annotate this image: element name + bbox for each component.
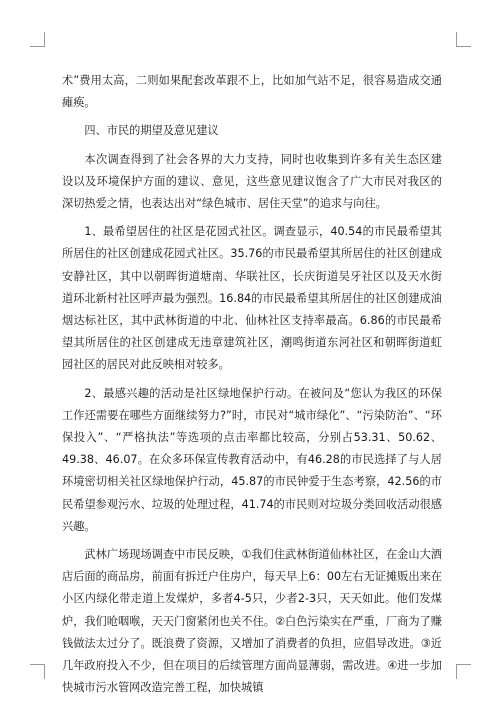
paragraph-wulin-survey: 武林广场现场调查中市民反映，①我们住武林街道仙林社区，在金山大酒店后面的商品房，前面有拆迁户住房户，每天早上6：00左右无证摊贩出来在小区内绿化带走道上发煤炉，多者4-5只，少者2-3只，天天如此。他们发煤炉，我们呛咽喉，天天门窗紧闭也关不住。②白色污染实在严重，厂商为了赚钱做法太过分了。既浪费了资源，又增加了消费者的负担，应倡导改进。③近几年政府投入不少，但在项目的后续管理方面尚显薄弱，需改进。④进一步加快城市污水管网改造完善工程，加快城镇 [62,548,442,695]
paragraph-point-2: 2、最感兴趣的活动是社区绿地保护行动。在被问及“您认为我区的环保工作还需要在哪些方面继续努力?”时，市民对“城市绿化”、“污染防治”、“环保投入”、“严格执法”等选项的点击率都比较高，分别占53.31、50.62、49.38、46.07。在众多环保宣传教育活动中，有46.28的市民选择了与人居环境密切相关社区绿地保护行动，45.87的市民钟爱于生态考察，42.56的市民希望参观污水、垃圾的处理过程，41.74的市民则对垃圾分类回收活动很感兴趣。 [62,386,442,533]
crop-mark-bottom-right [456,664,471,679]
section-heading: 四、市民的期望及意见建议 [84,124,219,138]
crop-mark-top-right [456,32,471,47]
document-body [62,70,442,699]
paragraph-point-1: 1、最希望居住的社区是花园式社区。调查显示，40.54的市民最希望其所居住的社区创建成花园式社区。35.76的市民最希望其所居住的社区创建成安静社区，其中以朝晖街道塘南、华联社区，长庆街道吴牙社区以及天水街道环北新村社区呼声最为强烈。16.84的市民最希望其所居住的社区创建成油烟达标社区，其中武林街道的中北、仙林社区支持率最高。6.86的市民最希望其所居住的社区创建成无违章建筑社区，潮鸣街道东河社区和朝晖街道虹园社区的居民对此反映相对较多。 [62,225,442,372]
crop-mark-top-left [30,32,45,47]
crop-mark-bottom-left [30,664,45,679]
paragraph-intro: 本次调查得到了社会各界的大力支持，同时也收集到许多有关生态区建设以及环境保护方面的建议、意见，这些意见建议饱含了广大市民对我区的深切热爱之情，也表达出对“绿色城市、居住天堂”的追求与向往。 [62,152,442,211]
paragraph-continuation: 术”费用太高，二则如果配套改革跟不上，比如加气站不足，很容易造成交通瘫痪。 [62,74,442,110]
